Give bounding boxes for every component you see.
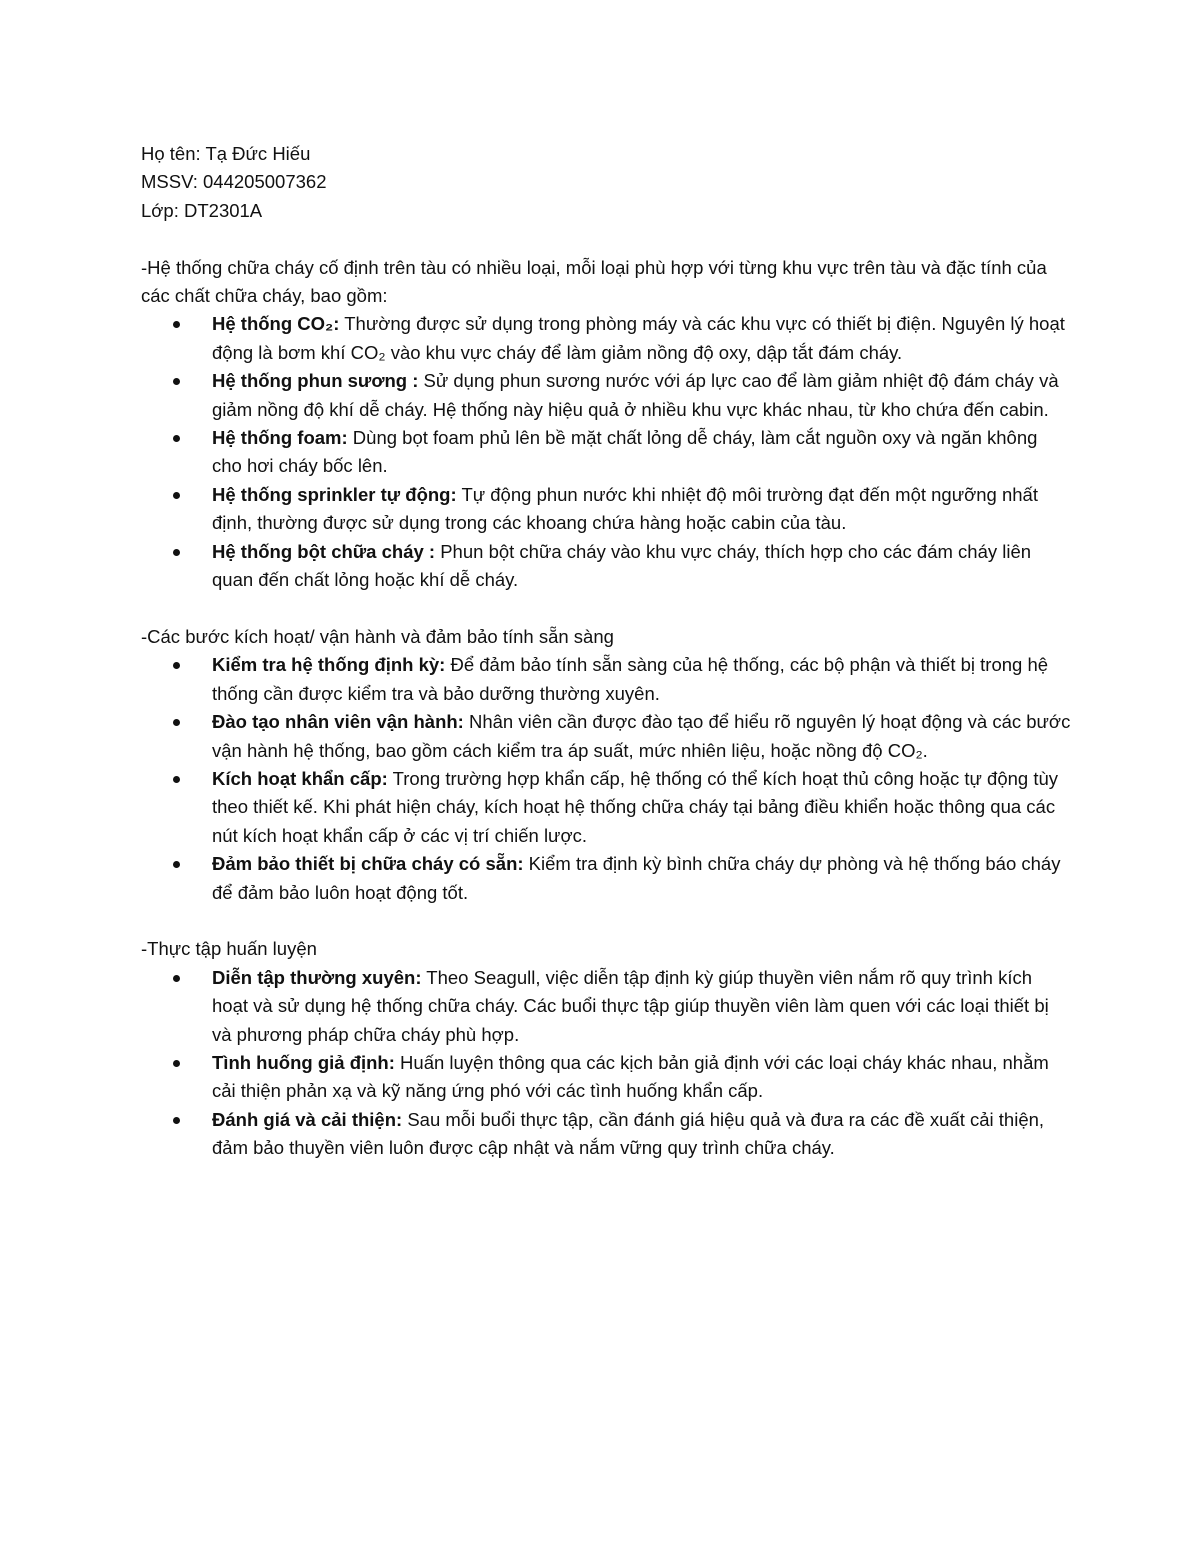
bullet-icon <box>173 435 180 442</box>
item-text: Theo Seagull, việc diễn tập định kỳ giúp thuyền viên nắm rõ quy trình kích hoạt và sử dụng hệ thống chữa cháy. Các buổi thực tập giúp thuyền viên làm quen với các loại thiết bị và phương pháp chữa cháy phù hợp. <box>212 966 1049 1045</box>
item-term: Kích hoạt khẩn cấp: <box>212 767 388 789</box>
item-text: Huấn luyện thông qua các kịch bản giả định với các loại cháy khác nhau, nhằm cải thiện phản xạ và kỹ năng ứng phó với các tình huống khẩn cấp. <box>212 1051 1049 1102</box>
student-id: MSSV: 044205007362 <box>141 171 327 193</box>
document-body <box>141 140 1071 1163</box>
list-item <box>141 538 1071 595</box>
item-term: Hệ thống bột chữa cháy : <box>212 540 436 562</box>
bullet-list <box>141 964 1071 1163</box>
item-term: Hệ thống phun sương : <box>212 370 419 392</box>
student-class: Lớp: DT2301A <box>141 199 263 221</box>
list-item <box>141 651 1071 708</box>
item-text: Tự động phun nước khi nhiệt độ môi trường đạt đến một ngưỡng nhất định, thường được sử dụng trong các khoang chứa hàng hoặc cabin của tàu. <box>212 483 1038 534</box>
bullet-icon <box>173 321 180 328</box>
bullet-icon <box>173 776 180 783</box>
list-item <box>141 708 1071 765</box>
spacer <box>141 594 1071 622</box>
bullet-list <box>141 310 1071 594</box>
item-term: Đào tạo nhân viên vận hành: <box>212 711 464 733</box>
item-term: Kiểm tra hệ thống định kỳ: <box>212 654 446 676</box>
list-item <box>141 765 1071 850</box>
bullet-icon <box>173 1060 180 1067</box>
bullet-icon <box>173 861 180 868</box>
bullet-icon <box>173 975 180 982</box>
bullet-icon <box>173 492 180 499</box>
item-term: Hệ thống sprinkler tự động: <box>212 483 457 505</box>
item-text: Thường được sử dụng trong phòng máy và các khu vực có thiết bị điện. Nguyên lý hoạt động là bơm khí CO₂ vào khu vực cháy để làm giảm nồng độ oxy, dập tắt đám cháy. <box>212 313 1065 363</box>
section-heading: -Thực tập huấn luyện <box>141 938 317 960</box>
item-text: Kiểm tra định kỳ bình chữa cháy dự phòng và hệ thống báo cháy để đảm bảo luôn hoạt động tốt. <box>212 853 1061 903</box>
spacer <box>141 907 1071 935</box>
item-text: Để đảm bảo tính sẵn sàng của hệ thống, các bộ phận và thiết bị trong hệ thống cần được kiểm tra và bảo dưỡng thường xuyên. <box>212 654 1049 704</box>
item-text: Dùng bọt foam phủ lên bề mặt chất lỏng dễ cháy, làm cắt nguồn oxy và ngăn không cho hơi cháy bốc lên. <box>212 427 1038 477</box>
bullet-list <box>141 651 1071 907</box>
list-item <box>141 1049 1071 1106</box>
item-text: Trong trường hợp khẩn cấp, hệ thống có thể kích hoạt thủ công hoặc tự động tùy theo thiết kế. Khi phát hiện cháy, kích hoạt hệ thống chữa cháy tại bảng điều khiển hoặc thông qua các nút kích hoạt khẩn cấp ở các vị trí chiến lược. <box>212 767 1059 846</box>
item-term: Hệ thống foam: <box>212 427 348 449</box>
item-text: Nhân viên cần được đào tạo để hiểu rõ nguyên lý hoạt động và các bước vận hành hệ thống, bao gồm cách kiểm tra áp suất, mức nhiên liệu, hoặc nồng độ CO₂. <box>212 711 1071 761</box>
bullet-icon <box>173 719 180 726</box>
item-term: Hệ thống CO₂: <box>212 313 340 335</box>
item-term: Diễn tập thường xuyên: <box>212 966 422 988</box>
section-heading: -Các bước kích hoạt/ vận hành và đảm bảo tính sẵn sàng <box>141 625 614 647</box>
item-term: Tình huống giả định: <box>212 1051 395 1073</box>
list-item <box>141 310 1071 367</box>
item-text: Sử dụng phun sương nước với áp lực cao để làm giảm nhiệt độ đám cháy và giảm nồng độ khí dễ cháy. Hệ thống này hiệu quả ở nhiều khu vực khác nhau, từ kho chứa đến cabin. <box>212 370 1059 420</box>
spacer <box>141 225 1071 253</box>
list-item <box>141 424 1071 481</box>
bullet-icon <box>173 662 180 669</box>
list-item <box>141 850 1071 907</box>
bullet-icon <box>173 378 180 385</box>
item-term: Đảm bảo thiết bị chữa cháy có sẵn: <box>212 853 524 875</box>
bullet-icon <box>173 549 180 556</box>
bullet-icon <box>173 1117 180 1124</box>
list-item <box>141 481 1071 538</box>
item-term: Đánh giá và cải thiện: <box>212 1108 403 1130</box>
section-heading: -Hệ thống chữa cháy cố định trên tàu có nhiều loại, mỗi loại phù hợp với từng khu vực trên tàu và đặc tính của các chất chữa cháy, bao gồm: <box>141 256 1047 307</box>
list-item <box>141 964 1071 1049</box>
student-name: Họ tên: Tạ Đức Hiếu <box>141 143 311 164</box>
list-item <box>141 1106 1071 1163</box>
item-text: Sau mỗi buổi thực tập, cần đánh giá hiệu quả và đưa ra các đề xuất cải thiện, đảm bảo thuyền viên luôn được cập nhật và nắm vững quy trình chữa cháy. <box>212 1108 1045 1159</box>
list-item <box>141 367 1071 424</box>
item-text: Phun bột chữa cháy vào khu vực cháy, thích hợp cho các đám cháy liên quan đến chất lỏng hoặc khí dễ cháy. <box>212 540 1032 591</box>
